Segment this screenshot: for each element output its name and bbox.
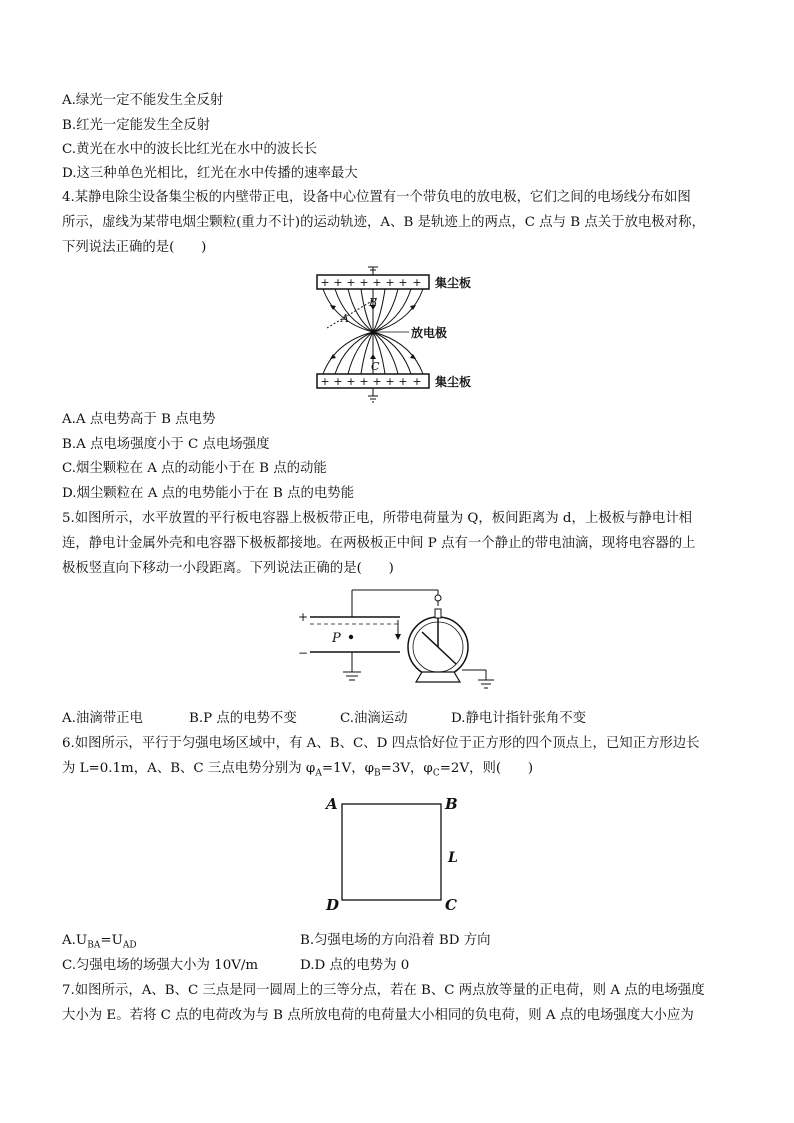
- q4-point-b-label: B: [369, 296, 378, 309]
- q4-bottom-plate-label: 集尘板: [435, 375, 472, 389]
- q6-stem-part-c: =3V，φ: [380, 761, 433, 776]
- svg-text:+: +: [333, 276, 343, 289]
- q6-stem-line2: [62, 760, 533, 783]
- q4-point-a-label: A: [341, 312, 349, 325]
- q6-option-a-sub1: BA: [87, 940, 101, 951]
- q6-option-a-pre: A.U: [62, 933, 88, 948]
- q6-option-b: B.匀强电场的方向沿着 BD 方向: [300, 933, 491, 948]
- q5-option-d: D.静电计指针张角不变: [451, 711, 587, 726]
- svg-text:+: +: [333, 375, 343, 388]
- q6-side-label: L: [448, 850, 458, 866]
- svg-text:+: +: [398, 375, 408, 388]
- q6-option-d: D.D 点的电势为 0: [300, 958, 410, 973]
- q6-vertex-b: B: [445, 795, 458, 813]
- q4-top-plate-label: 集尘板: [435, 276, 472, 290]
- q5-option-b: B.P 点的电势不变: [189, 711, 297, 726]
- q5-plus-sign: +: [298, 610, 309, 624]
- svg-text:+: +: [320, 375, 330, 388]
- q4-point-c-label: C: [371, 360, 380, 373]
- svg-text:+: +: [385, 276, 395, 289]
- q7-stem-line1: 7.如图所示，A、B、C 三点是同一圆周上的三等分点，若在 B、C 两点放等量的正电荷，则 A 点的电场强度: [62, 983, 705, 998]
- q5-capacitor-figure: [290, 584, 505, 704]
- q7-stem-line2: 大小为 E。若将 C 点的电荷改为与 B 点所放电荷的电荷量大小相同的负电荷，则 A 点的电场强度大小应为: [62, 1008, 694, 1023]
- svg-text:+: +: [346, 276, 356, 289]
- q3-option-a: A.绿光一定不能发生全反射: [62, 93, 224, 108]
- svg-text:+: +: [320, 276, 330, 289]
- q5-stem-line1: 5.如图所示，水平放置的平行板电容器上极板带正电，所带电荷量为 Q，板间距离为 d，上极板与静电计相: [62, 511, 693, 526]
- q5-stem-line2: 连，静电计金属外壳和电容器下极板都接地。在两极板正中间 P 点有一个静止的带电油滴，现将电容器的上: [62, 536, 696, 551]
- q6-sub-c: C: [432, 768, 440, 779]
- q4-stem-line2: 所示，虚线为某带电烟尘颗粒(重力不计)的运动轨迹，A、B 是轨迹上的两点，C 点与 B 点关于放电极对称，: [62, 215, 705, 230]
- q3-option-c: C.黄光在水中的波长比红光在水中的波长长: [62, 142, 318, 157]
- q6-vertex-a: A: [326, 795, 338, 813]
- svg-text:+: +: [359, 276, 369, 289]
- q4-stem-line1: 4.某静电除尘设备集尘板的内壁带正电，设备中心位置有一个带负电的放电极，它们之间的电场线分布如图: [62, 190, 691, 205]
- svg-text:+: +: [372, 375, 382, 388]
- q6-vertex-d: D: [326, 896, 340, 914]
- q4-option-c: C.烟尘颗粒在 A 点的动能小于在 B 点的动能: [62, 461, 327, 476]
- q5-option-c: C.油滴运动: [340, 711, 408, 726]
- q4-precipitator-figure: [305, 262, 495, 407]
- q5-point-p-label: P: [332, 631, 341, 646]
- q6-sub-b: B: [374, 768, 381, 779]
- q6-option-c: C.匀强电场的场强大小为 10V/m: [62, 958, 259, 973]
- q5-stem-line3: 极板竖直向下移动一小段距离。下列说法正确的是( ): [62, 561, 394, 576]
- q6-stem-part-b: =1V，φ: [321, 761, 374, 776]
- q3-option-d: D.这三种单色光相比，红光在水中传播的速率最大: [62, 166, 358, 181]
- svg-text:+: +: [412, 375, 422, 388]
- svg-text:+: +: [385, 375, 395, 388]
- svg-text:+: +: [372, 276, 382, 289]
- svg-text:+: +: [346, 375, 356, 388]
- svg-text:+: +: [359, 375, 369, 388]
- q4-option-a: A.A 点电势高于 B 点电势: [62, 412, 216, 427]
- q6-sub-a: A: [315, 768, 322, 779]
- q4-option-d: D.烟尘颗粒在 A 点的电势能小于在 B 点的电势能: [62, 486, 355, 501]
- svg-text:+: +: [398, 276, 408, 289]
- q6-stem-line1: 6.如图所示，平行于匀强电场区域中，有 A、B、C、D 四点恰好位于正方形的四个顶点上，已知正方形边长: [62, 736, 700, 751]
- q6-vertex-c: C: [445, 896, 457, 914]
- q6-option-a: [62, 932, 137, 955]
- q5-option-a: A.油滴带正电: [62, 711, 143, 726]
- q6-option-a-sub2: AD: [122, 940, 137, 951]
- q3-option-b: B.红光一定能发生全反射: [62, 118, 211, 133]
- q5-minus-sign: −: [298, 646, 309, 660]
- q4-electrode-label: 放电极: [411, 326, 448, 340]
- q4-option-b: B.A 点电场强度小于 C 点电场强度: [62, 437, 270, 452]
- q6-stem-part-a: 为 L=0.1m，A、B、C 三点电势分别为 φ: [62, 761, 316, 776]
- q4-stem-line3: 下列说法正确的是( ): [62, 240, 207, 255]
- q6-option-a-mid: =U: [100, 933, 123, 948]
- q6-stem-part-d: =2V，则( ): [439, 761, 534, 776]
- svg-text:+: +: [412, 276, 422, 289]
- q6-square-figure: [320, 790, 470, 920]
